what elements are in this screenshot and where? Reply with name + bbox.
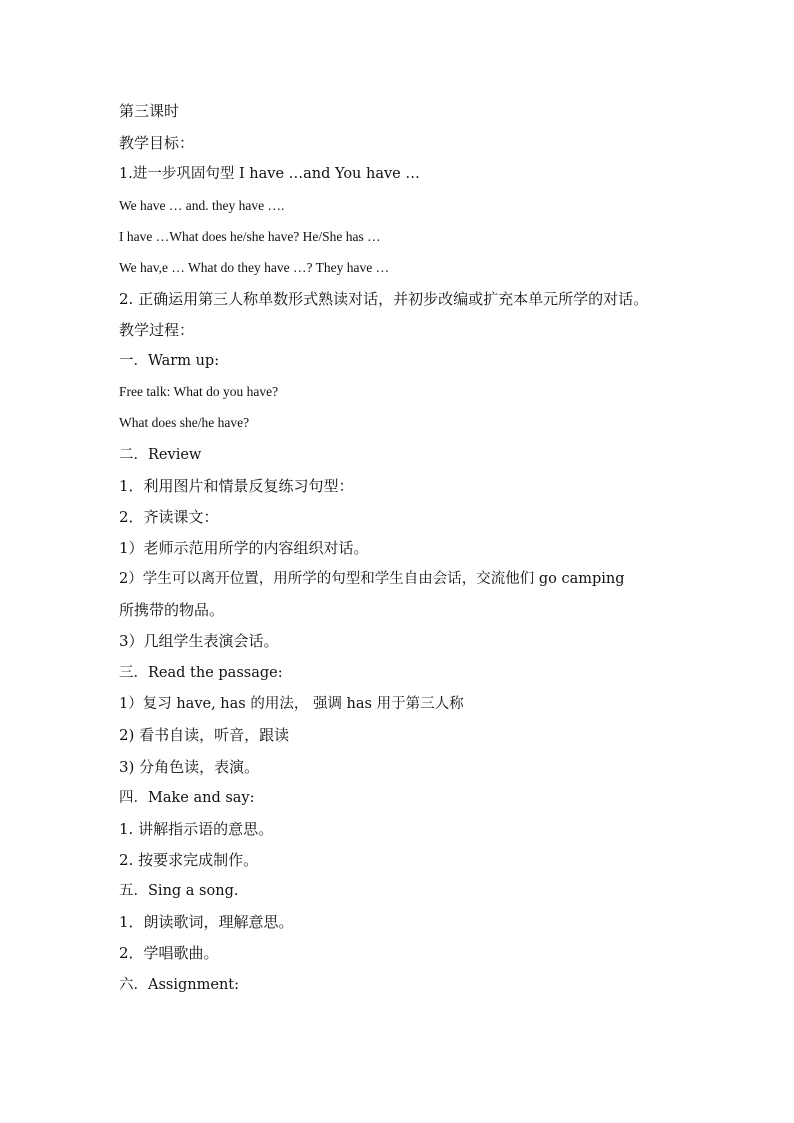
review-subitem-2-cont: 所携带的物品。 [119, 601, 225, 619]
section-assignment: 六．Assignment: [119, 977, 239, 993]
free-talk-line-2: What does she/he have? [119, 415, 250, 430]
section-review: 二．Review [119, 447, 202, 463]
make-item-2: 2. 按要求完成制作。 [119, 851, 259, 869]
read-item-2: 2) 看书自读，听音，跟读 [119, 726, 290, 744]
section-warm-up: 一．Warm up: [119, 353, 220, 369]
objective-1-line-3: I have …What does he/she have? He/She has … [119, 229, 381, 244]
lesson-title: 第三课时 [119, 102, 180, 120]
make-item-1: 1. 讲解指示语的意思。 [119, 820, 274, 838]
objectives-heading: 教学目标： [119, 134, 195, 152]
review-subitem-2: 2）学生可以离开位置，用所学的句型和学生自由会话，交流他们 go camping [119, 571, 625, 587]
section-make-and-say: 四．Make and say: [119, 790, 255, 806]
process-heading: 教学过程： [119, 321, 195, 339]
read-item-1: 1）复习 have, has 的用法， 强调 has 用于第三人称 [119, 696, 464, 712]
objective-1-line-4: We hav,e … What do they have …? They have … [119, 260, 390, 275]
section-sing-song: 五．Sing a song. [119, 883, 239, 899]
review-subitem-3: 3）几组学生表演会话。 [119, 632, 279, 650]
review-item-2: 2．齐读课文： [119, 508, 219, 526]
sing-item-1: 1．朗读歌词，理解意思。 [119, 913, 294, 931]
objective-1: 1.进一步巩固句型 I have …and You have … [119, 166, 420, 182]
review-item-1: 1．利用图片和情景反复练习句型： [119, 477, 354, 495]
free-talk-line: Free talk: What do you have? [119, 384, 279, 399]
objective-1-line-2: We have … and. they have …. [119, 198, 285, 213]
sing-item-2: 2．学唱歌曲。 [119, 944, 219, 962]
section-read-passage: 三．Read the passage: [119, 665, 283, 681]
objective-2: 2. 正确运用第三人称单数形式熟读对话，并初步改编或扩充本单元所学的对话。 [119, 290, 649, 308]
review-subitem-1: 1）老师示范用所学的内容组织对话。 [119, 539, 369, 557]
read-item-3: 3) 分角色读，表演。 [119, 758, 260, 776]
